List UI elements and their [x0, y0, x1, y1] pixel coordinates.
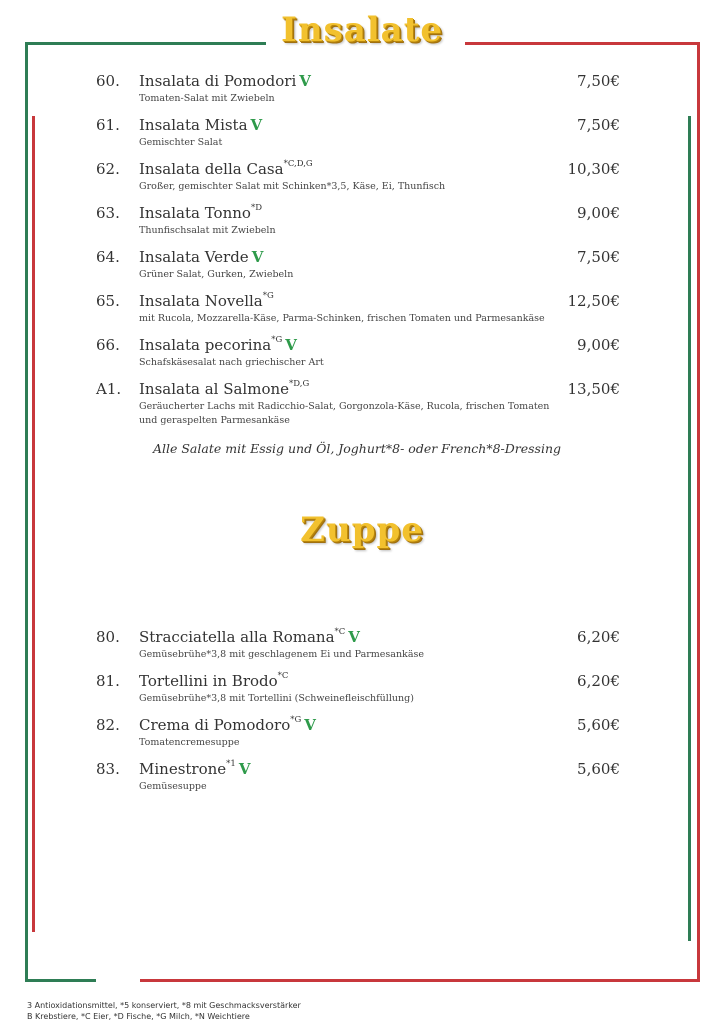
item-description: Geräucherter Lachs mit Radicchio-Salat, Gorgonzola-Käse, Rucola, frischen Tomaten und geraspelten Parmesankäse — [139, 401, 550, 426]
leaf-v-icon: V — [238, 760, 251, 778]
item-description: Großer, gemischter Salat mit Schinken*3,5, Käse, Ei, Thunfisch — [139, 181, 446, 192]
item-name: Minestrone$^{*1}$ V — [139, 759, 251, 778]
menu-item — [96, 248, 626, 288]
legend-line: B Krebstiere, *C Eier, *D Fische, *G Milch, *N Weichtiere — [27, 1012, 250, 1021]
item-number: 62. — [96, 160, 120, 178]
allergen-codes: *D,G — [289, 379, 310, 389]
allergen-codes: *G — [271, 335, 283, 345]
allergen-legend — [27, 1000, 301, 1022]
allergen-codes: *D — [250, 203, 263, 213]
item-description: Gemüsebrühe*3,8 mit geschlagenem Ei und Parmesankäse — [139, 649, 424, 660]
item-number: 83. — [96, 760, 120, 778]
item-price: 13,50€ — [567, 380, 620, 398]
item-number: 81. — [96, 672, 120, 690]
menu-item — [96, 760, 626, 800]
allergen-codes: *C — [334, 627, 346, 637]
allergen-codes: *1 — [226, 759, 236, 769]
item-price: 9,00€ — [577, 204, 620, 222]
item-description: Tomaten-Salat mit Zwiebeln — [139, 93, 275, 104]
section-title-insalate: Insalate — [280, 10, 444, 50]
menu-item — [96, 379, 626, 426]
item-number: 60. — [96, 72, 120, 90]
item-description: Schafskäsesalat nach griechischer Art — [139, 357, 324, 368]
frame-line — [25, 979, 96, 982]
item-name: Insalata della Casa$^{*C,D,G}$ — [139, 159, 313, 178]
item-description: Gemüsebrühe*3,8 mit Tortellini (Schweinefleischfüllung) — [139, 693, 414, 704]
item-price: 7,50€ — [577, 72, 620, 90]
item-name: Insalata Verde V — [139, 248, 264, 266]
item-name: Insalata Novella$^{*G}$ — [139, 291, 274, 310]
item-price: 7,50€ — [577, 116, 620, 134]
item-description: Grüner Salat, Gurken, Zwiebeln — [139, 269, 294, 280]
item-number: 66. — [96, 336, 120, 354]
leaf-v-icon: V — [285, 336, 297, 354]
item-number: 63. — [96, 204, 120, 222]
item-name: Tortellini in Brodo$^{*C}$ — [139, 671, 289, 690]
allergen-codes: *G — [262, 291, 274, 301]
item-name: Insalata al Salmone$^{*D,G}$ — [139, 379, 310, 398]
leaf-v-icon: V — [348, 628, 360, 646]
item-number: 65. — [96, 292, 120, 310]
item-price: 6,20€ — [577, 672, 620, 690]
item-number: 61. — [96, 116, 120, 134]
item-number: 82. — [96, 716, 120, 734]
item-description: Gemüsesuppe — [139, 781, 207, 792]
allergen-codes: *C,D,G — [283, 159, 313, 169]
menu-item — [96, 292, 626, 332]
leaf-v-icon: V — [251, 248, 264, 266]
item-number: A1. — [96, 380, 122, 398]
menu-item — [96, 336, 626, 376]
item-price: 12,50€ — [567, 292, 620, 310]
section-title-zuppe: Zuppe — [300, 510, 424, 550]
item-name: Insalata pecorina$^{*G}$ V — [139, 335, 297, 354]
leaf-v-icon: V — [250, 116, 263, 134]
menu-item — [96, 716, 626, 756]
item-name: Stracciatella alla Romana$^{*C}$ V — [139, 627, 360, 646]
item-name: Insalata Mista V — [139, 116, 263, 134]
leaf-v-icon: V — [304, 716, 316, 734]
item-name: Insalata di Pomodori V — [139, 72, 311, 90]
leaf-v-icon: V — [299, 72, 311, 90]
item-price: 7,50€ — [577, 248, 620, 266]
menu-item — [96, 204, 626, 244]
item-price: 5,60€ — [577, 760, 620, 778]
item-price: 9,00€ — [577, 336, 620, 354]
menu-item — [96, 116, 626, 156]
frame-line — [140, 979, 700, 982]
menu-item — [96, 160, 626, 200]
item-name: Insalata Tonno$^{*D}$ — [139, 203, 263, 222]
dressing-note: Alle Salate mit Essig und Öl, Joghurt*8- oder French*8-Dressing — [152, 441, 562, 456]
item-description: mit Rucola, Mozzarella-Käse, Parma-Schinken, frischen Tomaten und Parmesankäse — [139, 313, 545, 324]
menu-item — [96, 72, 626, 112]
allergen-codes: *C — [277, 671, 289, 681]
item-name: Crema di Pomodoro$^{*G}$ V — [139, 715, 316, 734]
item-description: Gemischter Salat — [139, 137, 223, 148]
item-price: 5,60€ — [577, 716, 620, 734]
menu-item — [96, 672, 626, 712]
item-description: Tomatencremesuppe — [139, 737, 240, 748]
item-number: 64. — [96, 248, 120, 266]
item-description: Thunfischsalat mit Zwiebeln — [139, 225, 276, 236]
item-price: 6,20€ — [577, 628, 620, 646]
item-number: 80. — [96, 628, 120, 646]
legend-line: 3 Antioxidationsmittel, *5 konserviert, *8 mit Geschmacksverstärker — [27, 1001, 301, 1010]
item-price: 10,30€ — [567, 160, 620, 178]
allergen-codes: *G — [290, 715, 302, 725]
menu-item — [96, 628, 626, 668]
